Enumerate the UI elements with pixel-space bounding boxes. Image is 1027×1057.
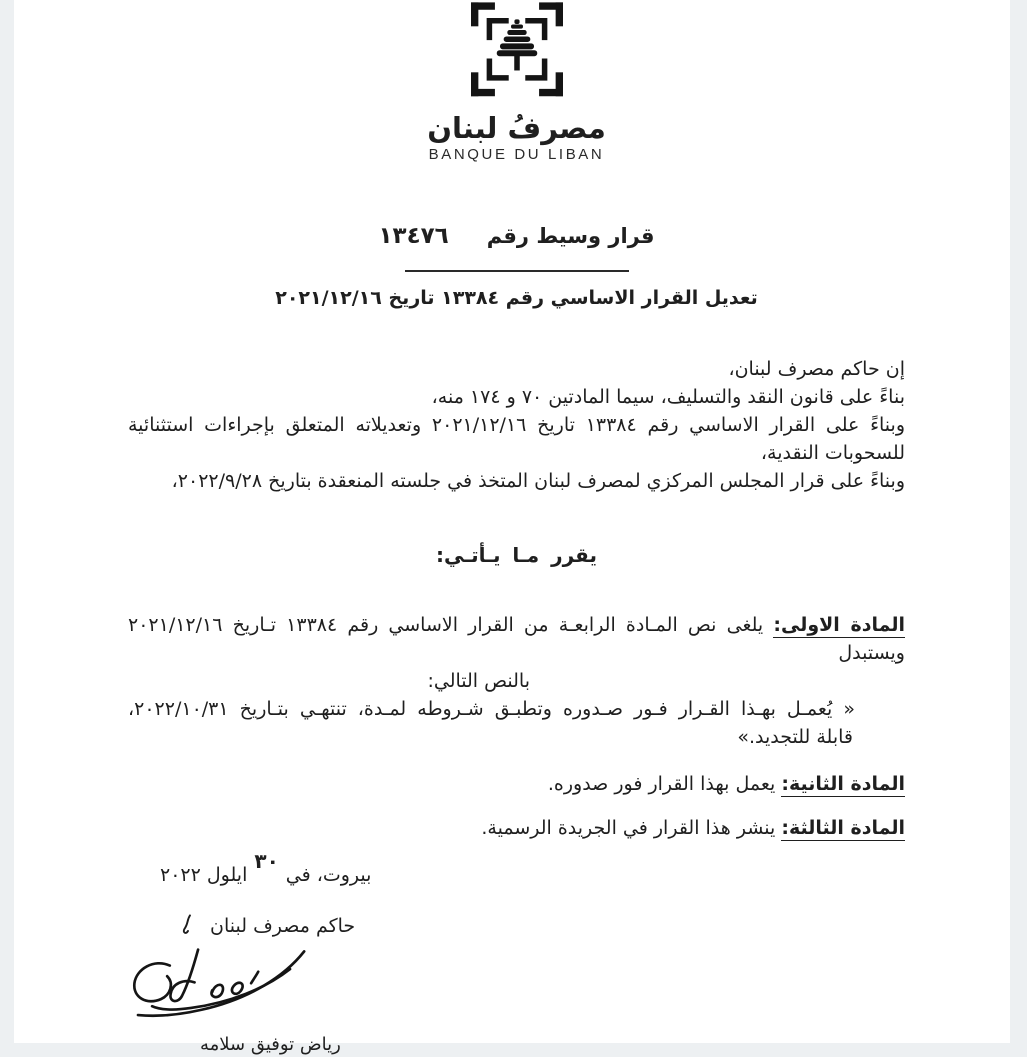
decree-clause: يقرر مـا يـأتـي: [436,543,597,567]
date-month-year: ايلول ٢٠٢٢ [160,864,248,886]
decision-title-row [128,220,905,252]
preamble-line: بناءً على قانون النقد والتسليف، سيما المادتين ٧٠ و ١٧٤ منه، [431,386,905,408]
article-two [128,773,905,795]
signature-scribble-icon [110,939,318,1023]
signatory-title: حاكم مصرف لبنان [210,915,356,937]
preamble-line: وبناءً على قرار المجلس المركزي لمصرف لبنان المتخذ في جلسته المنعقدة بتاريخ ٢٠٢٢/٩/٢٨، [171,470,905,492]
article-three-heading: المادة الثالثة: [781,817,905,839]
document-content [14,0,1010,1055]
preamble-line: وبناءً على القرار الاساسي رقم ١٣٣٨٤ تاريخ ٢٠٢١/١٢/١٦ وتعديلاته المتعلق بإجراءات استثنائية [128,414,905,436]
document-page [14,0,1010,1055]
decision-title: قرار وسيط رقم [486,224,655,248]
article-one-body: يلغى نص المـادة الرابعـة من القرار الاساسي رقم ١٣٣٨٤ تـاريخ ٢٠٢١/١٢/١٦ ويستبدل [128,614,905,664]
article-one-continuation: بالنص التالي: [427,670,530,692]
bank-name-latin: BANQUE DU LIBAN [428,146,605,163]
title-underline [405,270,629,272]
banque-du-liban-cedar-logo-icon [471,2,563,104]
article-one-quote-end: قابلة للتجديد.» [737,726,853,748]
signature [110,939,905,1023]
signatory-title-line [178,912,905,939]
signatory-name: رياض توفيق سلامه [200,1034,341,1055]
preamble-line: للسحوبات النقدية، [760,442,905,464]
decision-subtitle: تعديل القرار الاساسي رقم ١٣٣٨٤ تاريخ ٢٠٢١/١٢/١٦ [275,287,758,309]
article-three-body: ينشر هذا القرار في الجريدة الرسمية. [481,817,776,839]
place-date-line [160,849,905,890]
article-one-line [128,611,905,667]
article-one-quote-line: « يُعمـل بهـذا القـرار فـور صـدوره وتطبـق شـروطه لمـدة، تنتهـي بتـاريخ ٢٠٢٢/١٠/٣١، [128,698,855,720]
bank-name-arabic: مصرفُ لبنان [427,111,606,145]
place-date-prefix: بيروت، في [285,864,372,886]
pen-mark-icon [178,912,194,938]
article-two-heading: المادة الثانية: [781,773,905,795]
article-two-body: يعمل بهذا القرار فور صدوره. [547,773,776,795]
article-three [128,817,905,839]
preamble [128,355,905,495]
letterhead [128,0,905,164]
preamble-line: إن حاكم مصرف لبنان، [728,358,905,380]
article-one-heading: المادة الاولى: [773,614,906,636]
decision-number: ١٣٤٧٦ [378,223,449,249]
handwritten-day: ٣٠ [254,849,279,873]
article-one [128,611,905,751]
